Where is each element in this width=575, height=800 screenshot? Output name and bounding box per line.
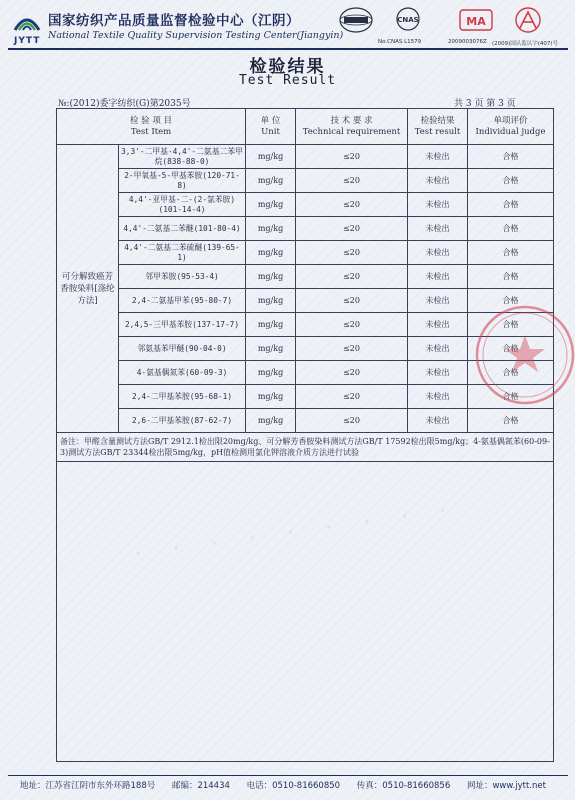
watermark: · · · · · · · · · bbox=[129, 497, 458, 568]
result-cell: 未检出 bbox=[408, 241, 468, 265]
requirement-cell: ≤20 bbox=[296, 409, 408, 433]
cal-number: (2009)国认监认字(407)号 bbox=[492, 41, 559, 47]
blank-row bbox=[57, 462, 554, 762]
item-cell: 3,3'-二甲基-4,4'-二氨基二苯甲烷(838-88-0) bbox=[119, 145, 246, 169]
header-result-text: 检验结果 Test result bbox=[414, 115, 461, 137]
result-cell: 未检出 bbox=[408, 145, 468, 169]
header-requirement-text: 技 术 要 求 Technical requirement bbox=[302, 115, 401, 137]
item-cell: 邻甲苯胺(95-53-4) bbox=[119, 265, 246, 289]
table-row bbox=[57, 145, 554, 169]
footer bbox=[20, 779, 560, 791]
footer-fax: 传真：0510-81660856 bbox=[356, 781, 451, 791]
footer-tel: 电话：0510-81660850 bbox=[246, 781, 341, 791]
requirement-cell: ≤20 bbox=[296, 169, 408, 193]
table-row bbox=[57, 217, 554, 241]
category-cell: 可分解致癌芳香胺染料[涤纶方法] bbox=[57, 145, 119, 433]
footer-web: 网址：www.jytt.net bbox=[466, 781, 546, 791]
table-row bbox=[57, 169, 554, 193]
result-cell: 未检出 bbox=[408, 361, 468, 385]
judge-cell: 合格 bbox=[468, 337, 554, 361]
judge-cell: 合格 bbox=[468, 145, 554, 169]
table-row bbox=[57, 361, 554, 385]
unit-cell: mg/kg bbox=[246, 265, 296, 289]
unit-cell: mg/kg bbox=[246, 313, 296, 337]
unit-cell: mg/kg bbox=[246, 409, 296, 433]
cal-badge-icon bbox=[508, 6, 548, 36]
title-en: Test Result bbox=[238, 73, 337, 88]
unit-cell: mg/kg bbox=[246, 289, 296, 313]
requirement-cell: ≤20 bbox=[296, 217, 408, 241]
page-number: 共 3 页 第 3 页 bbox=[454, 99, 516, 109]
judge-cell: 合格 bbox=[468, 409, 554, 433]
title-cn: 检验结果 bbox=[249, 57, 326, 77]
result-cell: 未检出 bbox=[408, 313, 468, 337]
judge-cell: 合格 bbox=[468, 313, 554, 337]
table-body bbox=[57, 145, 554, 433]
result-cell: 未检出 bbox=[408, 169, 468, 193]
header-unit bbox=[246, 109, 296, 145]
cnas-number: No.CNAS L1579 bbox=[378, 39, 422, 45]
header-result bbox=[408, 109, 468, 145]
judge-cell: 合格 bbox=[468, 193, 554, 217]
result-cell: 未检出 bbox=[408, 385, 468, 409]
table-row bbox=[57, 337, 554, 361]
table-header-row bbox=[57, 109, 554, 145]
footer-rule bbox=[8, 775, 568, 776]
footer-address: 地址：江苏省江阴市东外环路188号 bbox=[20, 781, 156, 791]
header-judge bbox=[468, 109, 554, 145]
ilac-mra-badge-icon bbox=[338, 6, 374, 36]
blank-area bbox=[57, 462, 554, 762]
judge-cell: 合格 bbox=[468, 241, 554, 265]
item-cell: 2-甲氧基-5-甲基苯胺(120-71-8) bbox=[119, 169, 246, 193]
unit-cell: mg/kg bbox=[246, 217, 296, 241]
requirement-cell: ≤20 bbox=[296, 313, 408, 337]
jytt-logo-icon bbox=[12, 8, 42, 38]
requirement-cell: ≤20 bbox=[296, 385, 408, 409]
report-header bbox=[8, 6, 568, 50]
cma-badge-icon bbox=[456, 6, 496, 36]
unit-cell: mg/kg bbox=[246, 337, 296, 361]
table-row bbox=[57, 313, 554, 337]
table-row bbox=[57, 289, 554, 313]
requirement-cell: ≤20 bbox=[296, 289, 408, 313]
header-unit-text: 单 位 Unit bbox=[260, 115, 281, 137]
judge-cell: 合格 bbox=[468, 289, 554, 313]
requirement-cell: ≤20 bbox=[296, 361, 408, 385]
unit-cell: mg/kg bbox=[246, 361, 296, 385]
requirement-cell: ≤20 bbox=[296, 265, 408, 289]
judge-cell: 合格 bbox=[468, 217, 554, 241]
item-cell: 2,4,5-三甲基苯胺(137-17-7) bbox=[119, 313, 246, 337]
org-name-en: National Textile Quality Supervision Testing Center(Jiangyin) bbox=[48, 30, 344, 41]
svg-text:MA: MA bbox=[466, 15, 486, 28]
judge-cell: 合格 bbox=[468, 265, 554, 289]
header-item bbox=[57, 109, 246, 145]
svg-text:CNAS: CNAS bbox=[397, 16, 419, 24]
unit-cell: mg/kg bbox=[246, 145, 296, 169]
result-cell: 未检出 bbox=[408, 265, 468, 289]
footer-postcode: 邮编：214434 bbox=[171, 781, 230, 791]
note-row bbox=[57, 433, 554, 462]
judge-cell: 合格 bbox=[468, 169, 554, 193]
note-text: 备注：甲醛含量测试方法GB/T 2912.1检出限20mg/kg、可分解芳香胺染料测试方法GB/T 17592检出限5mg/kg；4-氨基偶氮苯(60-09-3)测试方法GB/T 23344检出限5mg/kg，pH值检测用氯化钾溶液介质方法进行试验 bbox=[57, 433, 554, 462]
result-table bbox=[56, 108, 554, 762]
org-name-cn: 国家纺织产品质量监督检验中心（江阴） bbox=[48, 13, 300, 29]
result-cell: 未检出 bbox=[408, 289, 468, 313]
unit-cell: mg/kg bbox=[246, 385, 296, 409]
table-row bbox=[57, 193, 554, 217]
item-cell: 4,4'-二氨基二苯醚(101-80-4) bbox=[119, 217, 246, 241]
result-cell: 未检出 bbox=[408, 217, 468, 241]
table-row bbox=[57, 385, 554, 409]
judge-cell: 合格 bbox=[468, 385, 554, 409]
item-cell: 2,6-二甲基苯胺(87-62-7) bbox=[119, 409, 246, 433]
requirement-cell: ≤20 bbox=[296, 241, 408, 265]
item-cell: 4-氨基偶氮苯(60-09-3) bbox=[119, 361, 246, 385]
header-rule bbox=[8, 48, 568, 50]
requirement-cell: ≤20 bbox=[296, 193, 408, 217]
cnas-badge-icon bbox=[386, 6, 430, 36]
item-cell: 4,4'-亚甲基-二-(2-氯苯胺)(101-14-4) bbox=[119, 193, 246, 217]
unit-cell: mg/kg bbox=[246, 193, 296, 217]
item-cell: 邻氨基苯甲醚(90-04-0) bbox=[119, 337, 246, 361]
header-judge-text: 单项评价 Individual judge bbox=[475, 115, 546, 137]
unit-cell: mg/kg bbox=[246, 169, 296, 193]
result-cell: 未检出 bbox=[408, 193, 468, 217]
item-cell: 4,4'-二氨基二苯硫醚(139-65-1) bbox=[119, 241, 246, 265]
table-row bbox=[57, 241, 554, 265]
item-cell: 2,4-二甲基苯胺(95-68-1) bbox=[119, 385, 246, 409]
report-number: №:(2012)委字纺织(G)第2035号 bbox=[58, 99, 191, 109]
result-cell: 未检出 bbox=[408, 409, 468, 433]
requirement-cell: ≤20 bbox=[296, 337, 408, 361]
item-cell: 2,4-二氨基甲苯(95-80-7) bbox=[119, 289, 246, 313]
table-row bbox=[57, 265, 554, 289]
judge-cell: 合格 bbox=[468, 361, 554, 385]
unit-cell: mg/kg bbox=[246, 241, 296, 265]
cma-number: 2009003076Z bbox=[448, 39, 487, 45]
logo-text: JYTT bbox=[14, 36, 41, 46]
requirement-cell: ≤20 bbox=[296, 145, 408, 169]
table-row bbox=[57, 409, 554, 433]
header-requirement bbox=[296, 109, 408, 145]
header-item-text: 检 验 项 目 Test Item bbox=[129, 115, 173, 137]
result-cell: 未检出 bbox=[408, 337, 468, 361]
